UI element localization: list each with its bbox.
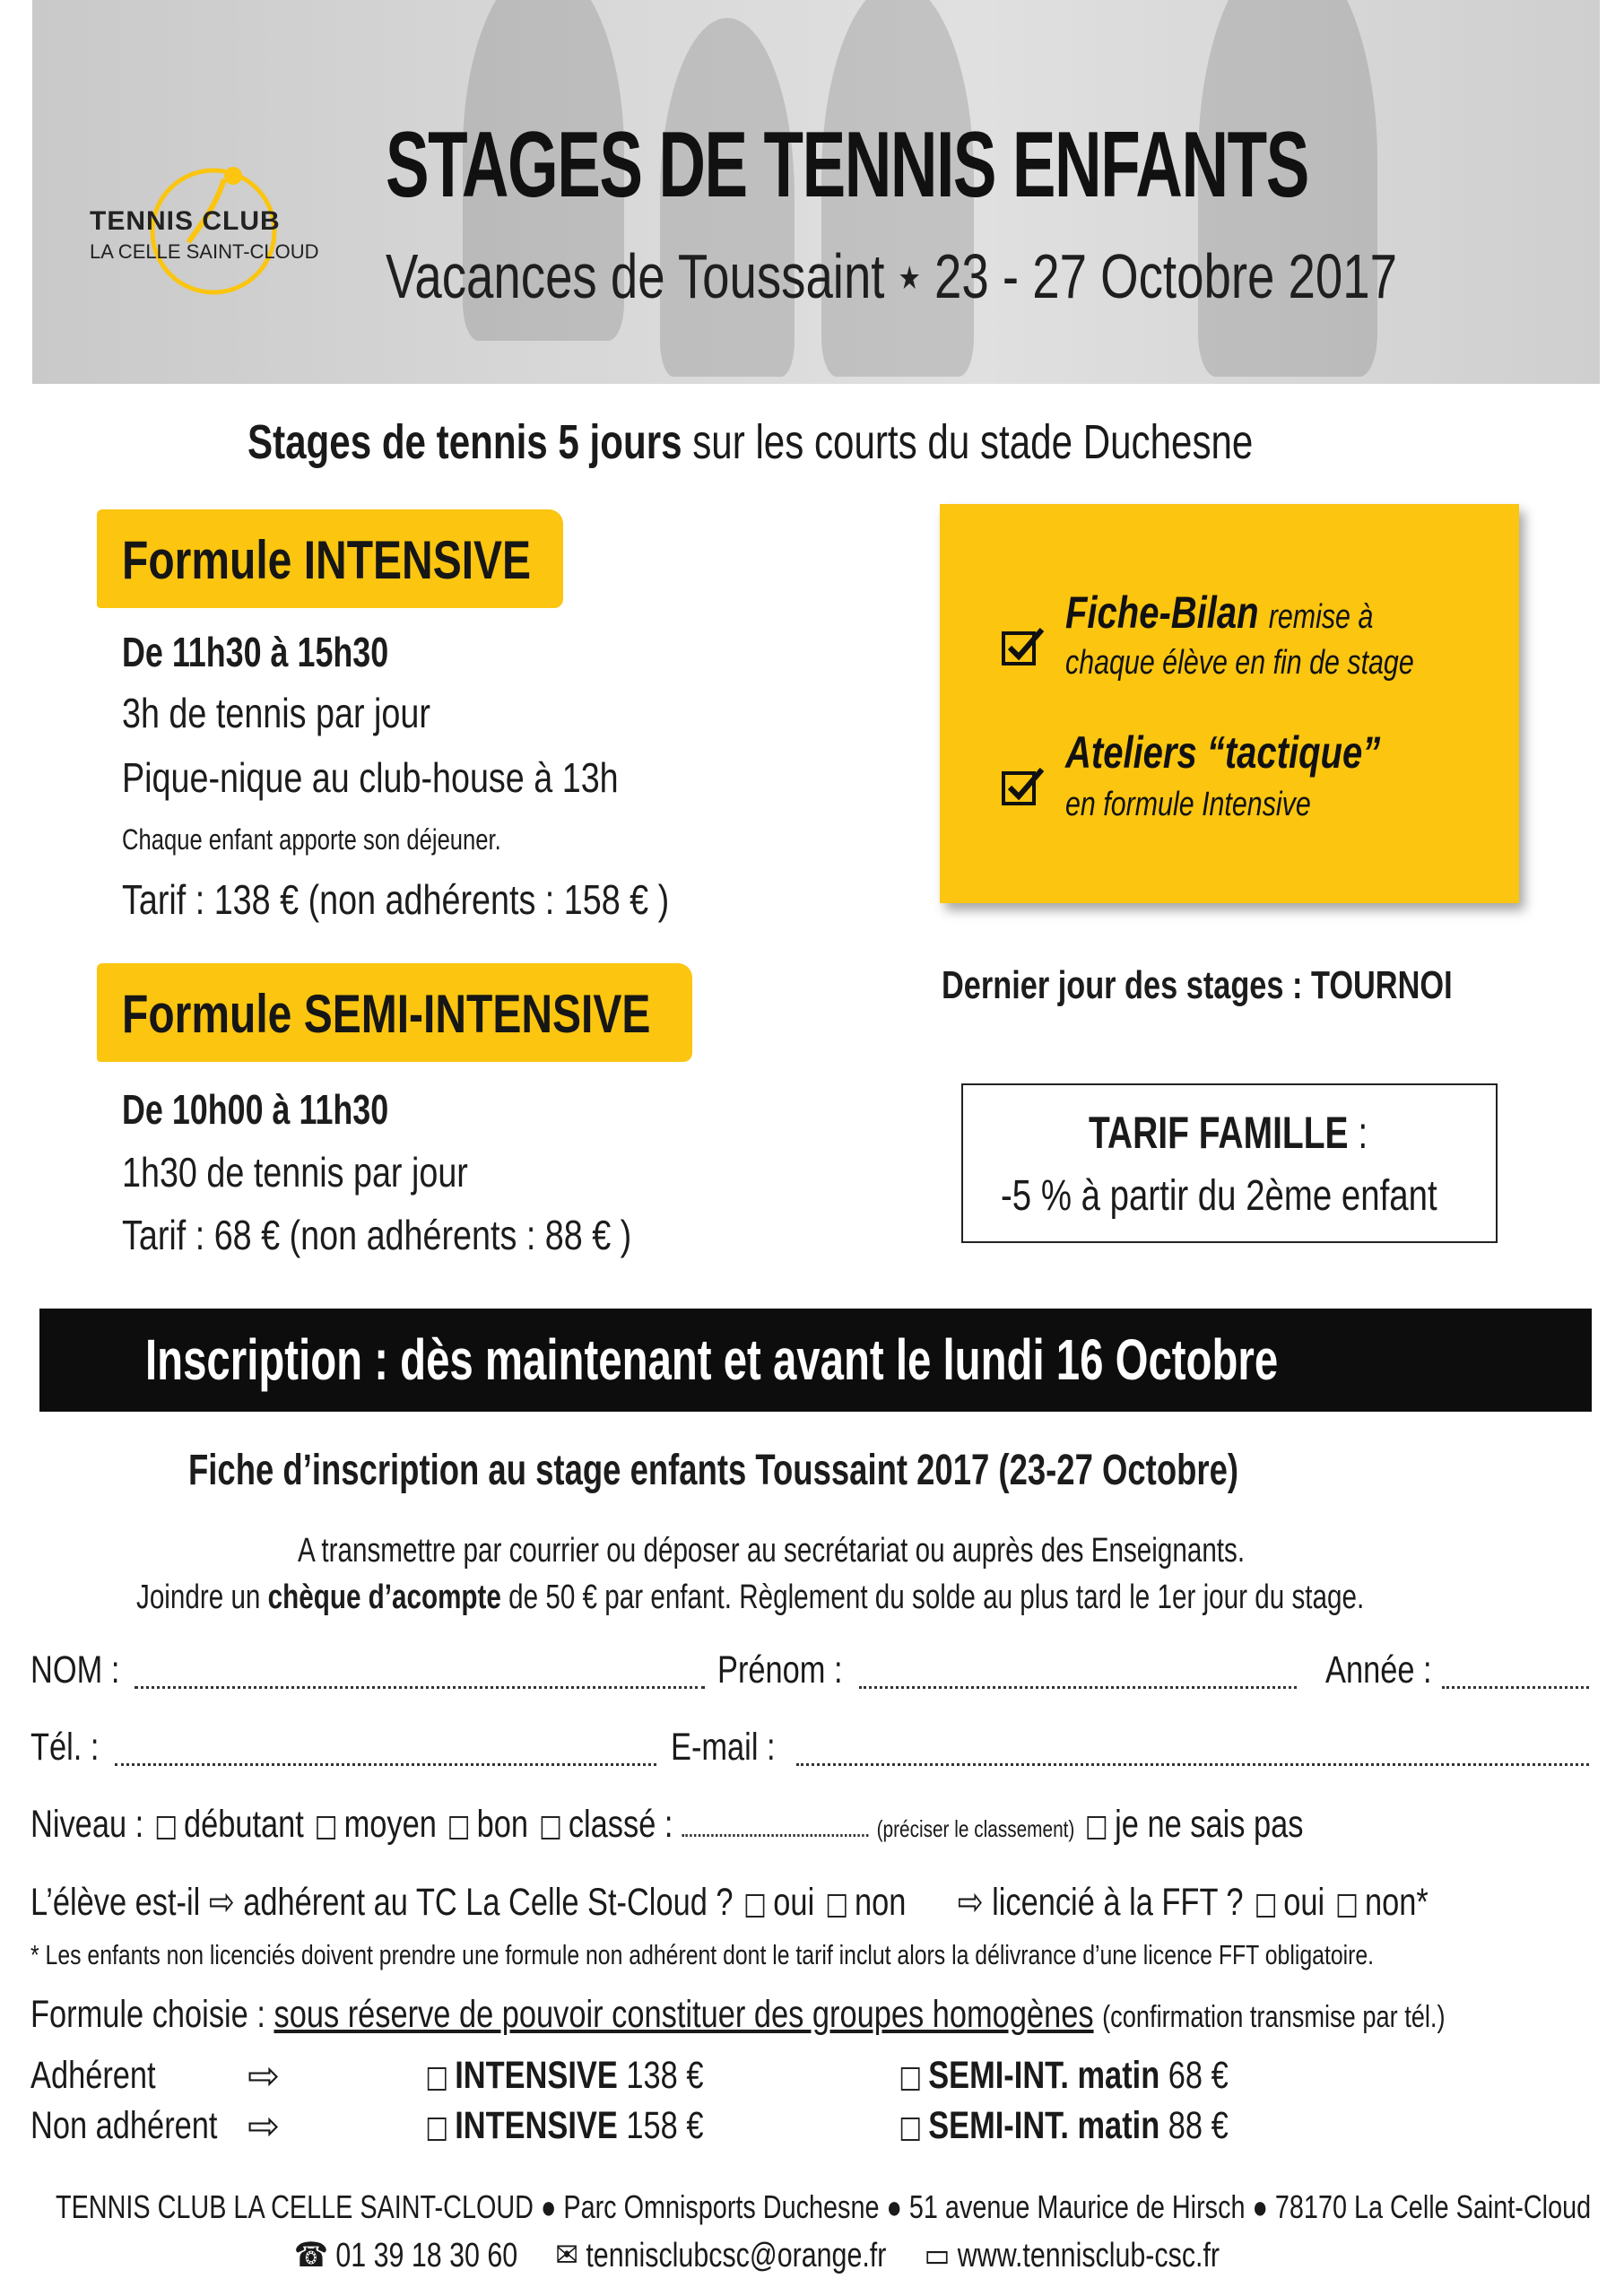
row-niveau: Niveau : débutant moyen bon classé : (préciser le classement) je ne sais pas	[30, 1803, 1304, 1846]
classement-field[interactable]	[682, 1834, 868, 1837]
checkbox-adherent-non[interactable]	[828, 1894, 847, 1918]
checkbox-moyen[interactable]	[317, 1816, 335, 1839]
tarif-famille-title: TARIF FAMILLE :	[1089, 1108, 1368, 1158]
semi-tarif: Tarif : 68 € (non adhérents : 88 € )	[122, 1212, 632, 1258]
arrow-icon: ⇨	[248, 2055, 281, 2098]
tournoi-note: Dernier jour des stages : TOURNOI	[942, 963, 1453, 1007]
fiche-bilan-sub: chaque élève en fin de stage	[1065, 644, 1414, 682]
footer-email[interactable]: tennisclubcsc@orange.fr	[586, 2237, 887, 2274]
checkbox-fft-oui[interactable]	[1256, 1894, 1275, 1918]
checkbox-ne-sais-pas[interactable]	[1088, 1816, 1107, 1839]
phone-icon: ☎	[294, 2237, 328, 2274]
highlights-box	[940, 504, 1519, 903]
label-non-adherent: Non adhérent	[30, 2104, 218, 2147]
club-logo	[90, 152, 341, 296]
semi-line1: 1h30 de tennis par jour	[122, 1149, 468, 1196]
ateliers-sub: en formule Intensive	[1065, 786, 1311, 823]
footer-address: TENNIS CLUB LA CELLE SAINT-CLOUD ● Parc Omnisports Duchesne ● 51 avenue Maurice de Hirsch ● 78170 La Celle Saint-Cloud	[56, 2188, 1592, 2225]
email-field[interactable]	[796, 1763, 1589, 1766]
checkbox-debutant[interactable]	[157, 1816, 176, 1839]
fiche-bilan-title: Fiche-Bilan remise à	[1065, 587, 1374, 638]
intro-line: Stages de tennis 5 jours sur les courts du stade Duchesne	[248, 415, 1254, 469]
label-prenom: Prénom :	[717, 1648, 843, 1692]
option-intensive-adherent[interactable]: INTENSIVE 138 €	[423, 2054, 774, 2098]
semi-hours: De 10h00 à 11h30	[122, 1086, 389, 1133]
tel-field[interactable]	[115, 1763, 656, 1766]
option-semi-non-adherent[interactable]: SEMI-INT. matin 88 €	[897, 2104, 1311, 2148]
intensive-line2: Pique-nique au club-house à 13h	[122, 754, 619, 801]
mail-icon: ✉	[555, 2237, 578, 2274]
label-email: E-mail :	[671, 1726, 776, 1769]
page-subtitle: Vacances de Toussaint ★ 23 - 27 Octobre 2017	[386, 241, 1398, 311]
checkbox-bon[interactable]	[449, 1816, 468, 1839]
checkbox-semi-adherent[interactable]	[901, 2067, 920, 2091]
arrow-icon: ⇨	[248, 2105, 281, 2148]
label-adherent: Adhérent	[30, 2054, 156, 2097]
ateliers-title: Ateliers “tactique”	[1065, 727, 1381, 778]
footnote: * Les enfants non licenciés doivent prendre une formule non adhérent dont le tarif inclut alors la délivrance d’une licence FFT obligatoire.	[30, 1939, 1375, 1970]
label-annee: Année :	[1325, 1648, 1432, 1692]
logo-line1: TENNIS CLUB	[90, 206, 281, 236]
arrow-icon: ⇨	[208, 1881, 235, 1924]
intensive-note: Chaque enfant apporte son déjeuner.	[122, 823, 501, 856]
page-title: STAGES DE TENNIS ENFANTS	[386, 113, 1308, 217]
intensive-title: Formule INTENSIVE	[97, 509, 563, 608]
semi-title: Formule SEMI-INTENSIVE	[97, 963, 692, 1062]
checkbox-adherent-oui[interactable]	[746, 1894, 765, 1918]
footer-contacts	[294, 2235, 1451, 2275]
tarif-famille-box	[961, 1083, 1498, 1243]
checkbox-semi-non-adherent[interactable]	[901, 2118, 920, 2141]
form-title: Fiche d’inscription au stage enfants Toussaint 2017 (23-27 Octobre)	[188, 1447, 1239, 1494]
label-tel: Tél. :	[30, 1726, 100, 1769]
inscription-band: Inscription : dès maintenant et avant le lundi 16 Octobre	[39, 1309, 1592, 1412]
annee-field[interactable]	[1442, 1686, 1589, 1689]
intensive-tarif: Tarif : 138 € (non adhérents : 158 € )	[122, 876, 670, 923]
star-icon: ★	[898, 259, 921, 296]
option-intensive-non-adherent[interactable]: INTENSIVE 158 €	[423, 2104, 774, 2148]
prenom-field[interactable]	[859, 1686, 1297, 1689]
intensive-line1: 3h de tennis par jour	[122, 690, 430, 736]
tarif-famille-text: -5 % à partir du 2ème enfant	[1001, 1172, 1437, 1220]
footer-web[interactable]: www.tennisclub-csc.fr	[957, 2237, 1220, 2274]
checkbox-intensive-non-adherent[interactable]	[428, 2118, 447, 2141]
logo-line2: LA CELLE SAINT-CLOUD	[90, 240, 319, 263]
row-formule: Formule choisie : sous réserve de pouvoir constituer des groupes homogènes (confirmation transmise par tél.)	[30, 1993, 1446, 2036]
arrow-icon: ⇨	[957, 1881, 984, 1924]
option-semi-adherent[interactable]: SEMI-INT. matin 68 €	[897, 2054, 1311, 2098]
nom-field[interactable]	[135, 1686, 705, 1689]
form-instruction-2: Joindre un chèque d’acompte de 50 € par enfant. Règlement du solde au plus tard le 1er jour du stage.	[136, 1578, 1365, 1616]
footer-phone[interactable]: 01 39 18 30 60	[335, 2237, 518, 2274]
form-instruction-1: A transmettre par courrier ou déposer au secrétariat ou auprès des Enseignants.	[298, 1532, 1246, 1570]
check-box-icon	[1001, 764, 1047, 807]
row-eleve: L’élève est-il ⇨ adhérent au TC La Celle St-Cloud ? oui non ⇨ licencié à la FFT ? oui non*	[30, 1881, 1429, 1924]
computer-icon: ▭	[924, 2237, 951, 2274]
checkbox-classe[interactable]	[541, 1816, 560, 1839]
intensive-hours: De 11h30 à 15h30	[122, 629, 389, 675]
checkbox-intensive-adherent[interactable]	[428, 2067, 447, 2091]
row-nom: NOM :	[30, 1648, 120, 1692]
check-box-icon	[1001, 624, 1047, 667]
checkbox-fft-non[interactable]	[1338, 1894, 1357, 1918]
